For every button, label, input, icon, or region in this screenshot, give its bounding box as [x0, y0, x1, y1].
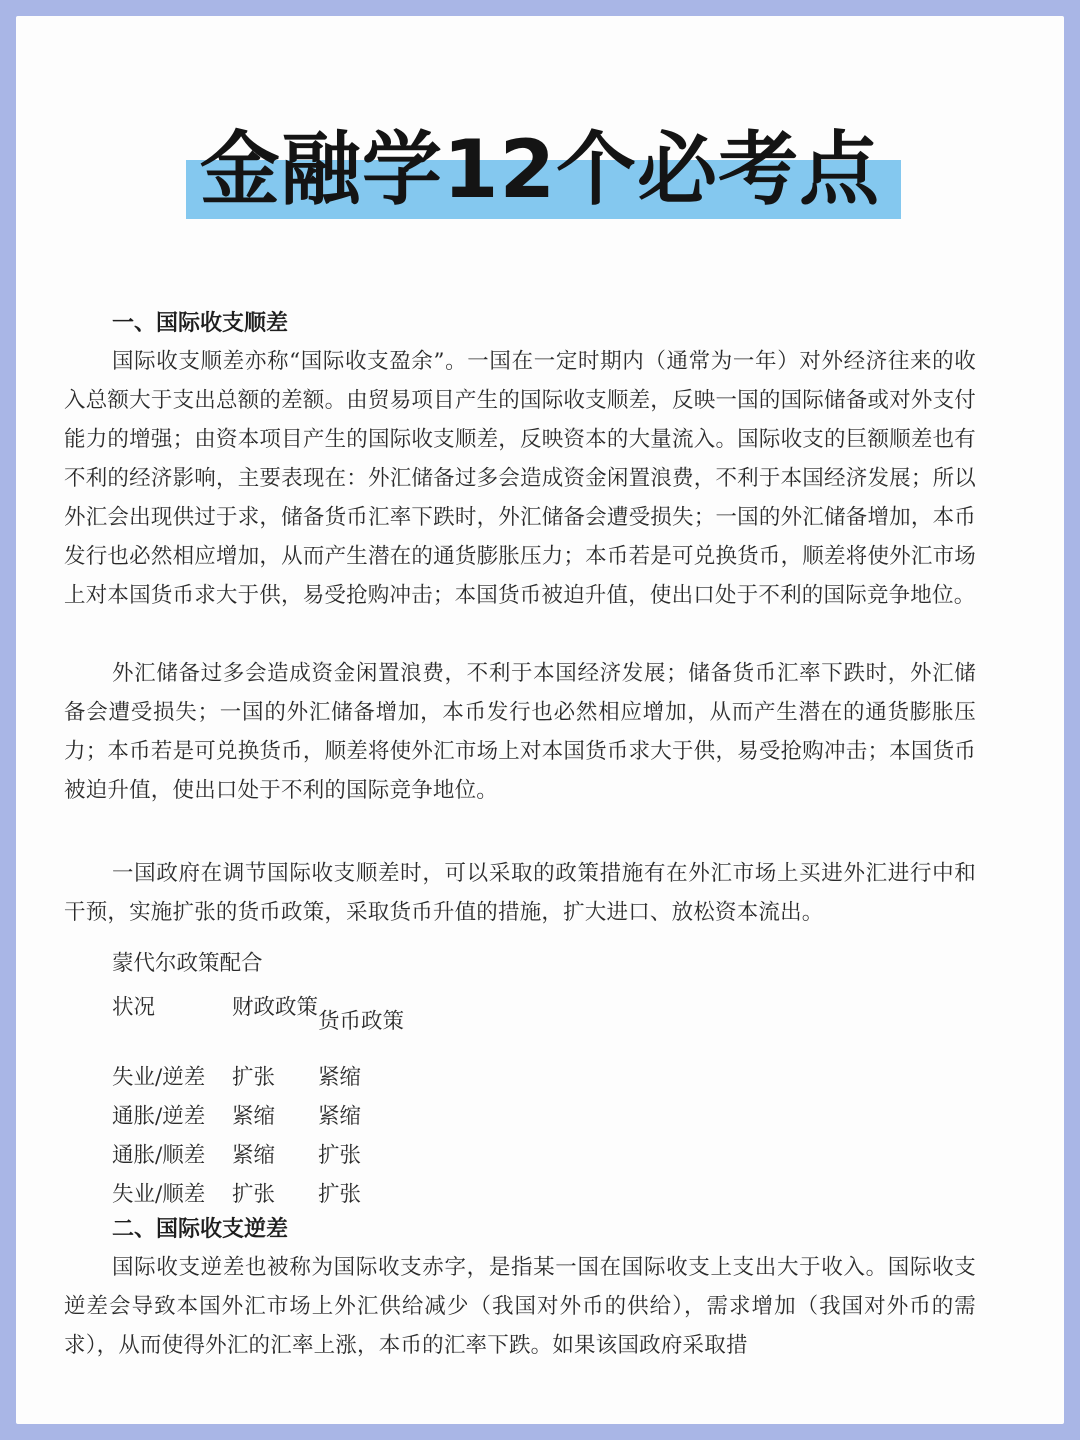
paragraph: 外汇储备过多会造成资金闲置浪费，不利于本国经济发展；储备货币汇率下跌时，外汇储备会遭受损失；一国的外汇储备增加，本币发行也必然相应增加，从而产生潜在的通货膨胀压力；本币若是可兑换货币，顺差将使外汇市场上对本国货币求大于供，易受抢购冲击；本国货币被迫升值，使出口处于不利的国际竞争地位。 [64, 661, 976, 803]
table-header-cell: 货币政策 [318, 1009, 405, 1034]
policy-label: 蒙代尔政策配合 [112, 951, 263, 976]
table-row [112, 1134, 404, 1173]
page-title: 金融学12个必考点 [199, 123, 881, 216]
article-body [64, 306, 976, 1365]
title-block [16, 120, 1064, 220]
table-cell: 扩张 [232, 1065, 276, 1090]
paragraph: 国际收支顺差亦称“国际收支盈余”。一国在一定时期内（通常为一年）对外经济往来的收入总额大于支出总额的差额。由贸易项目产生的国际收支顺差，反映一国的国际储备或对外支付能力的增强；由资本项目产生的国际收支顺差，反映资本的大量流入。国际收支的巨额顺差也有不利的经济影响，主要表现在：外汇储备过多会造成资金闲置浪费，不利于本国经济发展；所以外汇会出现供过于求，储备货币汇率下跌时，外汇储备会遭受损失；一国的外汇储备增加，本币发行也必然相应增加，从而产生潜在的通货膨胀压力；本币若是可兑换货币，顺差将使外汇市场上对本国货币求大于供，易受抢购冲击；本国货币被迫升值，使出口处于不利的国际竞争地位。 [64, 349, 976, 608]
table-cell: 扩张 [318, 1182, 362, 1207]
table-cell: 失业/顺差 [112, 1182, 206, 1207]
document-page [16, 16, 1064, 1424]
table-cell: 失业/逆差 [112, 1065, 206, 1090]
section-heading: 一、国际收支顺差 [112, 311, 289, 336]
table-row [112, 1173, 404, 1212]
table-row [112, 1056, 404, 1095]
table-cell: 紧缩 [318, 1065, 362, 1090]
table-header-cell: 财政政策 [232, 995, 319, 1020]
paragraph: 国际收支逆差也被称为国际收支赤字，是指某一国在国际收支上支出大于收入。国际收支逆差会导致本国外汇市场上外汇供给减少（我国对外币的供给），需求增加（我国对外币的需求），从而使得外汇的汇率上涨，本币的汇率下跌。如果该国政府采取措 [64, 1255, 976, 1358]
policy-table [112, 984, 404, 1212]
table-cell: 紧缩 [232, 1104, 276, 1129]
table-header-row [112, 984, 404, 1056]
section-heading: 二、国际收支逆差 [112, 1217, 289, 1242]
table-cell: 扩张 [318, 1143, 362, 1168]
table-header-cell: 状况 [112, 995, 156, 1020]
table-cell: 扩张 [232, 1182, 276, 1207]
paragraph: 一国政府在调节国际收支顺差时，可以采取的政策措施有在外汇市场上买进外汇进行中和干预，实施扩张的货币政策，采取货币升值的措施，扩大进口、放松资本流出。 [64, 861, 976, 925]
table-cell: 紧缩 [318, 1104, 362, 1129]
table-cell: 紧缩 [232, 1143, 276, 1168]
table-cell: 通胀/顺差 [112, 1143, 206, 1168]
table-row [112, 1095, 404, 1134]
table-cell: 通胀/逆差 [112, 1104, 206, 1129]
